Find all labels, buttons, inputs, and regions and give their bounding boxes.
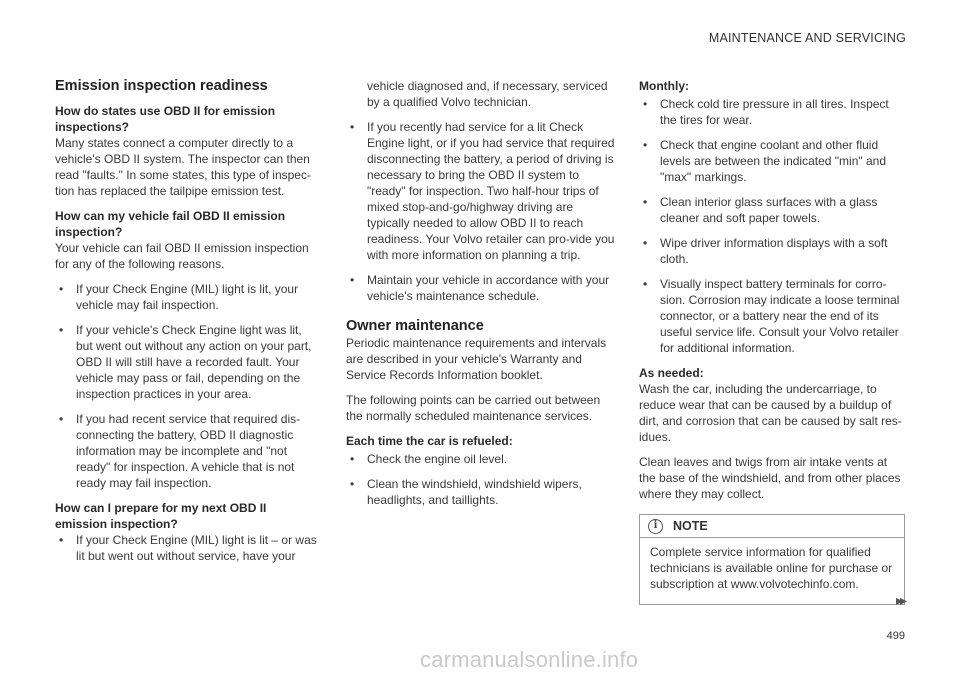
- list-item: • If you recently had service for a lit Check Engine light, or if you had service that required disconnecting the battery, a period of driving is necessary to bring the OBD II system to "ready" for inspection. Two half-hour trips of mixed stop-and-go/highway driving are typically needed to allow OBD II to reach readiness. Your Volvo retailer can pro-vide you with more information on planning a trip.: [350, 120, 615, 262]
- subheading-fail-inspection: How can my vehicle fail OBD II emission inspection?: [55, 209, 286, 239]
- page-header: MAINTENANCE AND SERVICING: [708, 31, 906, 45]
- bullet-icon: •: [350, 477, 355, 491]
- list-item: • Maintain your vehicle in accordance with your vehicle's maintenance schedule.: [350, 273, 610, 303]
- subheading-prepare-inspection: How can I prepare for my next OBD II emission inspection?: [55, 501, 267, 531]
- note-text: Complete service information for qualified technicians is available online for purchase or subscription at www.volvotechinfo.com.: [650, 545, 893, 591]
- bullet-icon: •: [350, 452, 355, 466]
- list-item: • Clean interior glass surfaces with a glass cleaner and soft paper towels.: [643, 195, 878, 225]
- column-right: [639, 78, 905, 605]
- fail-reasons-list: [55, 281, 320, 491]
- paragraph-fail-inspection: Your vehicle can fail OBD II emission inspection for any of the following reasons.: [55, 241, 309, 271]
- list-item: • If you had recent service that required dis-connecting the battery, OBD II diagnostic information may be incomplete and "not ready" for inspection. A vehicle that is not ready may fail inspection.: [59, 412, 301, 490]
- bullet-icon: •: [643, 236, 648, 250]
- refuel-list: [346, 451, 616, 508]
- bullet-icon: •: [643, 138, 648, 152]
- watermark: carmanualsonline.info: [420, 647, 639, 672]
- bullet-icon: •: [643, 195, 648, 209]
- bullet-icon: •: [59, 323, 64, 337]
- subheading-obd-states: How do states use OBD II for emission inspections?: [55, 104, 276, 134]
- bullet-icon: •: [643, 277, 648, 291]
- bullet-icon: •: [59, 533, 64, 547]
- paragraph-periodic-maintenance: Periodic maintenance requirements and intervals are described in your vehicle's Warranty and Service Records Information booklet.: [346, 336, 607, 382]
- list-item: • If your Check Engine (MIL) light is lit – or was lit but went out without service, have your: [59, 533, 317, 563]
- subheading-monthly: Monthly:: [639, 79, 689, 93]
- bullet-icon: •: [59, 282, 64, 296]
- bullet-icon: •: [643, 97, 648, 111]
- info-icon: i: [648, 519, 663, 534]
- prepare-list-start: [55, 532, 320, 564]
- section-title-owner-maintenance: Owner maintenance: [346, 318, 484, 334]
- list-item-continuation: vehicle diagnosed and, if necessary, serviced by a qualified Volvo technician.: [367, 79, 608, 109]
- list-item: • Check that engine coolant and other fluid levels are between the indicated "min" and "max" markings.: [643, 138, 886, 184]
- note-label: NOTE: [673, 519, 708, 533]
- list-item: • Check cold tire pressure in all tires. Inspect the tires for wear.: [643, 97, 889, 127]
- list-item: • If your Check Engine (MIL) light is lit, your vehicle may fail inspection.: [59, 282, 299, 312]
- paragraph-clean-leaves: Clean leaves and twigs from air intake vents at the base of the windshield, and from other places where they may collect.: [639, 455, 901, 501]
- subheading-refueled: Each time the car is refueled:: [346, 434, 513, 448]
- bullet-icon: •: [350, 120, 355, 134]
- list-item: • Wipe driver information displays with a soft cloth.: [643, 236, 888, 266]
- note-box: [639, 514, 905, 605]
- prepare-list: [346, 119, 616, 304]
- paragraph-wash-car: Wash the car, including the undercarriage, to reduce wear that can be caused by a buildup of dirt, and corrosion that can be caused by salt res-idues.: [639, 382, 902, 444]
- column-middle: [346, 78, 616, 517]
- bullet-icon: •: [350, 273, 355, 287]
- bullet-icon: •: [59, 412, 64, 426]
- list-item: • Visually inspect battery terminals for corro-sion. Corrosion may indicate a loose terminal connector, or a battery near the end of its useful service life. Consult your Volvo retailer for additional information.: [643, 277, 900, 355]
- subheading-as-needed: As needed:: [639, 366, 704, 380]
- column-left: [55, 78, 320, 573]
- next-page-arrow-icon[interactable]: ▸▸: [895, 592, 904, 608]
- note-header: [640, 515, 904, 538]
- section-title-emission: Emission inspection readiness: [55, 78, 268, 94]
- list-item: • If your vehicle's Check Engine light was lit, but went out without any action on your part, OBD II will still have a recorded fault. Your vehicle may pass or fail, depending on the inspection practices in your area.: [59, 323, 312, 401]
- list-item: • Check the engine oil level.: [350, 452, 508, 466]
- paragraph-following-points: The following points can be carried out between the normally scheduled maintenance services.: [346, 393, 601, 423]
- list-item: • Clean the windshield, windshield wipers, headlights, and taillights.: [350, 477, 582, 507]
- monthly-list: [639, 96, 905, 356]
- paragraph-obd-states: Many states connect a computer directly to a vehicle's OBD II system. The inspector can then read "faults." In some states, this type of inspec-tion has replaced the tailpipe emission test.: [55, 136, 311, 198]
- page-number: 499: [886, 630, 905, 642]
